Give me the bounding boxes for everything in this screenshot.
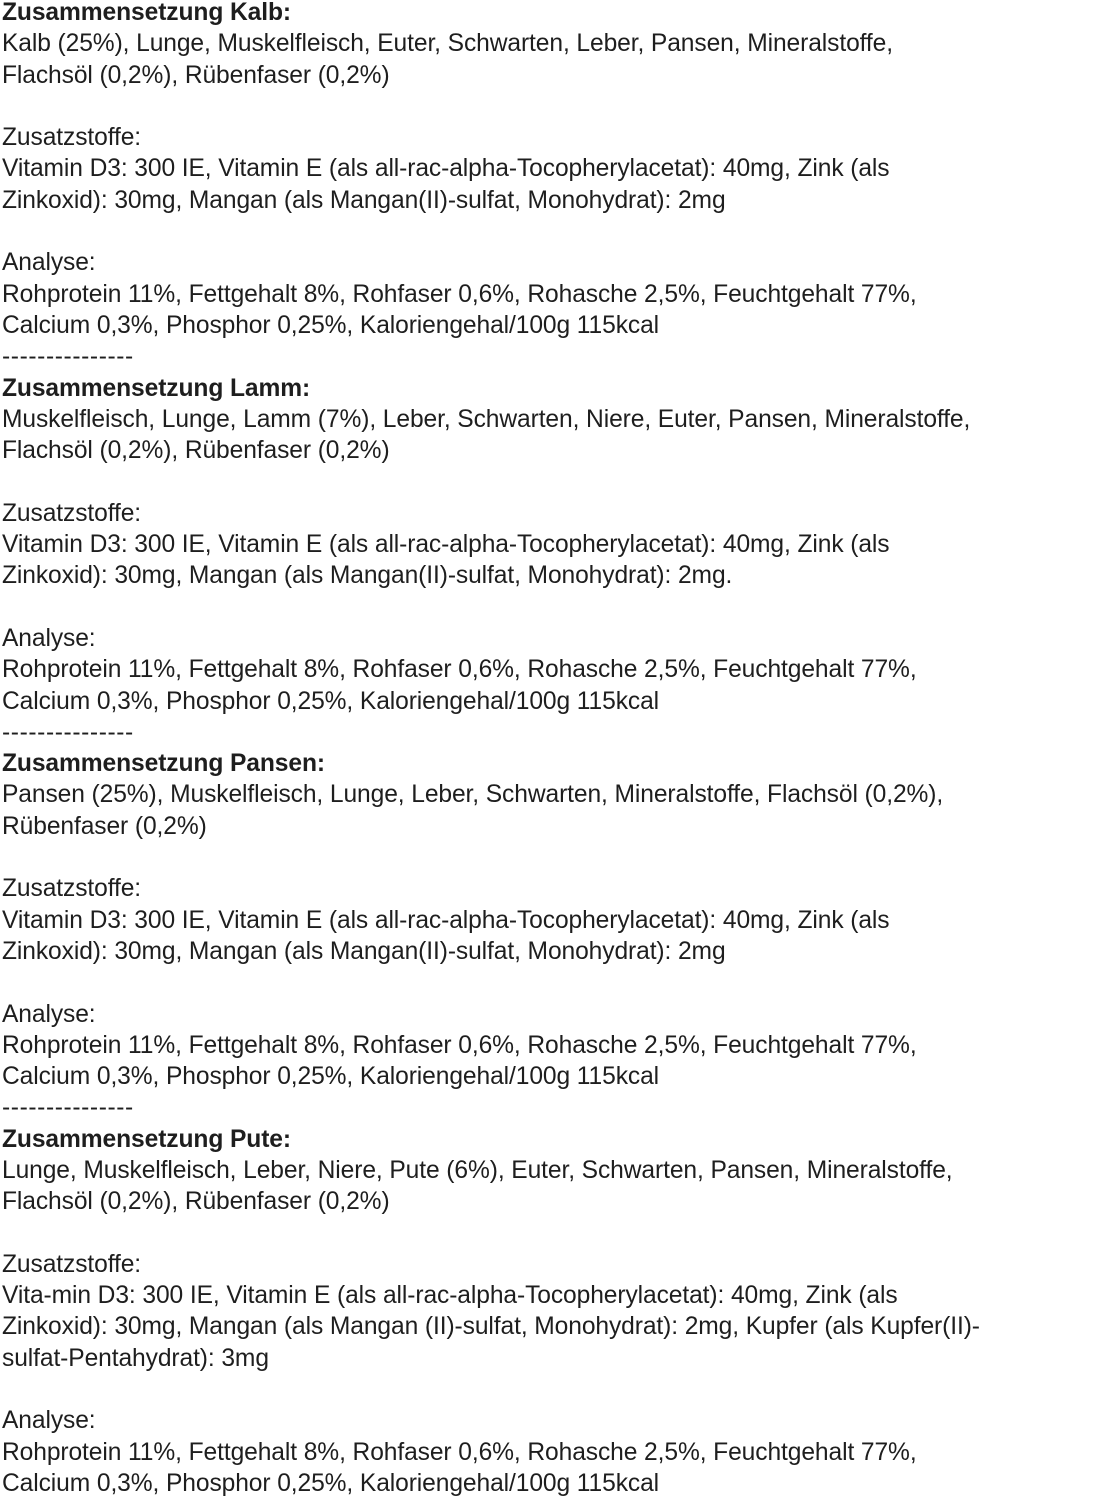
additives-label: Zusatzstoffe: (2, 124, 142, 152)
section-heading: Zusammensetzung Kalb: (2, 0, 291, 26)
additives-line: Zinkoxid): 30mg, Mangan (als Mangan (II)-sulfat, Monohydrat): 2mg, Kupfer (als Kupfer(II)- (2, 1313, 980, 1341)
additives-line: Vitamin D3: 300 IE, Vitamin E (als all-rac-alpha-Tocopherylacetat): 40mg, Zink (als (2, 531, 890, 559)
analysis-line: Rohprotein 11%, Fettgehalt 8%, Rohfaser 0,6%, Rohasche 2,5%, Feuchtgehalt 77%, (2, 656, 917, 684)
section-pute (2, 1124, 1091, 1500)
analysis-label: Analyse: (2, 1000, 96, 1028)
additives-line: Vita-min D3: 300 IE, Vitamin E (als all-rac-alpha-Tocopherylacetat): 40mg, Zink (als (2, 1282, 898, 1310)
analysis-line: Calcium 0,3%, Phosphor 0,25%, Kaloriengehal/100g 115kcal (2, 1063, 660, 1091)
composition-line: Flachsöl (0,2%), Rübenfaser (0,2%) (2, 61, 390, 89)
analysis-label: Analyse: (2, 624, 96, 652)
analysis-line: Calcium 0,3%, Phosphor 0,25%, Kaloriengehal/100g 115kcal (2, 311, 660, 339)
spacer (2, 91, 1091, 122)
additives-label: Zusatzstoffe: (2, 1250, 142, 1278)
ingredients-document (2, 0, 1091, 1499)
additives-line: Zinkoxid): 30mg, Mangan (als Mangan(II)-sulfat, Monohydrat): 2mg. (2, 562, 733, 590)
section-separator: --------------- (2, 718, 134, 746)
composition-line: Flachsöl (0,2%), Rübenfaser (0,2%) (2, 1188, 390, 1216)
additives-line: Vitamin D3: 300 IE, Vitamin E (als all-rac-alpha-Tocopherylacetat): 40mg, Zink (als (2, 155, 890, 183)
additives-label: Zusatzstoffe: (2, 499, 142, 527)
section-heading: Zusammensetzung Pute: (2, 1125, 291, 1153)
section-kalb (2, 0, 1091, 373)
analysis-line: Calcium 0,3%, Phosphor 0,25%, Kaloriengehal/100g 115kcal (2, 687, 660, 715)
analysis-line: Calcium 0,3%, Phosphor 0,25%, Kaloriengehal/100g 115kcal (2, 1469, 660, 1497)
spacer (2, 967, 1091, 998)
composition-line: Rübenfaser (0,2%) (2, 812, 207, 840)
composition-line: Flachsöl (0,2%), Rübenfaser (0,2%) (2, 437, 390, 465)
section-separator: --------------- (2, 343, 134, 371)
spacer (2, 1218, 1091, 1249)
additives-line: Vitamin D3: 300 IE, Vitamin E (als all-rac-alpha-Tocopherylacetat): 40mg, Zink (als (2, 906, 890, 934)
analysis-line: Rohprotein 11%, Fettgehalt 8%, Rohfaser 0,6%, Rohasche 2,5%, Feuchtgehalt 77%, (2, 1031, 917, 1059)
section-heading: Zusammensetzung Pansen: (2, 750, 325, 778)
section-lamm (2, 373, 1091, 749)
additives-line: sulfat-Pentahydrat): 3mg (2, 1344, 269, 1372)
spacer (2, 466, 1091, 497)
spacer (2, 592, 1091, 623)
analysis-label: Analyse: (2, 249, 96, 277)
analysis-line: Rohprotein 11%, Fettgehalt 8%, Rohfaser 0,6%, Rohasche 2,5%, Feuchtgehalt 77%, (2, 1438, 917, 1466)
spacer (2, 842, 1091, 873)
section-heading: Zusammensetzung Lamm: (2, 374, 311, 402)
analysis-label: Analyse: (2, 1407, 96, 1435)
section-separator: --------------- (2, 1094, 134, 1122)
spacer (2, 216, 1091, 247)
spacer (2, 1374, 1091, 1405)
composition-line: Kalb (25%), Lunge, Muskelfleisch, Euter, Schwarten, Leber, Pansen, Mineralstoffe, (2, 30, 893, 58)
additives-label: Zusatzstoffe: (2, 875, 142, 903)
composition-line: Pansen (25%), Muskelfleisch, Lunge, Leber, Schwarten, Mineralstoffe, Flachsöl (0,2%), (2, 781, 944, 809)
additives-line: Zinkoxid): 30mg, Mangan (als Mangan(II)-sulfat, Monohydrat): 2mg (2, 937, 726, 965)
section-pansen (2, 748, 1091, 1124)
composition-line: Muskelfleisch, Lunge, Lamm (7%), Leber, Schwarten, Niere, Euter, Pansen, Mineralstoffe, (2, 405, 971, 433)
additives-line: Zinkoxid): 30mg, Mangan (als Mangan(II)-sulfat, Monohydrat): 2mg (2, 186, 726, 214)
analysis-line: Rohprotein 11%, Fettgehalt 8%, Rohfaser 0,6%, Rohasche 2,5%, Feuchtgehalt 77%, (2, 280, 917, 308)
composition-line: Lunge, Muskelfleisch, Leber, Niere, Pute (6%), Euter, Schwarten, Pansen, Mineralstoffe, (2, 1156, 953, 1184)
